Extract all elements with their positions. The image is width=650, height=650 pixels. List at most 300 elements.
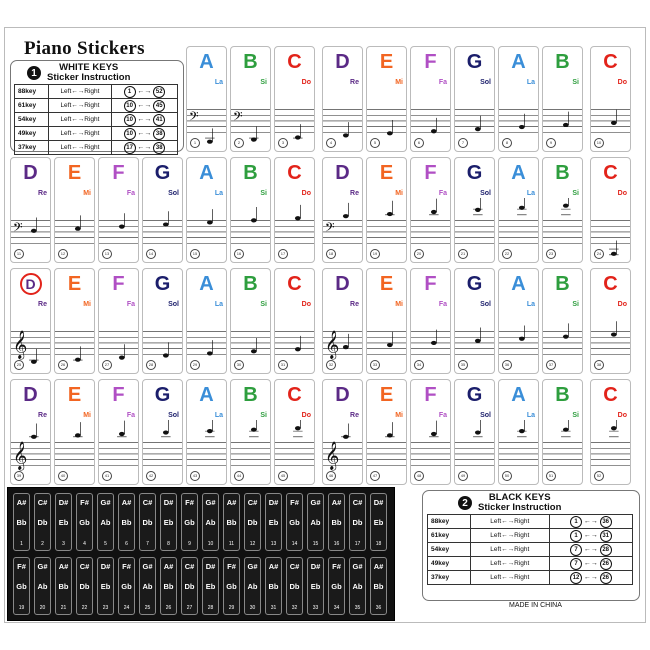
sticker-number: 10 <box>594 138 604 148</box>
direction: Left←→Right <box>49 127 112 141</box>
note-letter: D <box>23 162 38 184</box>
sharp-label: G# <box>37 562 48 571</box>
white-key-sticker-c <box>590 268 631 374</box>
flat-label: Gb <box>289 518 300 527</box>
black-key-sticker <box>223 493 240 551</box>
solfege-label: Fa <box>438 301 447 308</box>
note-head <box>163 353 169 357</box>
white-key-sticker-a <box>186 268 227 374</box>
sharp-label: D# <box>373 498 384 507</box>
note-letter: C <box>603 273 618 295</box>
sticker-number: 2 <box>234 138 244 148</box>
black-key-sticker <box>307 557 324 615</box>
flat-label: Gb <box>121 582 132 591</box>
white-key-sticker-f <box>98 379 139 485</box>
note-head <box>295 347 301 351</box>
flat-label: Ab <box>352 582 363 591</box>
page-title: Piano Stickers <box>24 38 145 59</box>
black-key-sticker <box>244 557 261 615</box>
white-key-sticker-e <box>366 268 407 374</box>
sticker-number: 16 <box>234 249 244 259</box>
sticker-number: 35 <box>458 360 468 370</box>
black-key-sticker <box>34 493 51 551</box>
sticker-number: 14 <box>291 541 298 547</box>
sticker-number: 9 <box>546 138 556 148</box>
white-key-sticker-f <box>98 268 139 374</box>
treble-clef-icon: 𝄞 <box>12 329 28 359</box>
sharp-label: D# <box>163 498 174 507</box>
solfege-label: Si <box>260 412 267 419</box>
sticker-number: 20 <box>414 249 424 259</box>
sticker-number: 41 <box>102 471 112 481</box>
note-head <box>295 426 301 430</box>
solfege-label: La <box>526 190 535 197</box>
black-keys-heading-text: BLACK KEYS Sticker Instruction <box>478 492 562 513</box>
white-key-sticker-d <box>10 157 51 263</box>
sticker-number: 21 <box>60 605 67 611</box>
sticker-number: 35 <box>354 605 361 611</box>
note-letter: A <box>199 162 214 184</box>
note-head <box>31 229 37 233</box>
direction: Left←→Right <box>470 515 549 529</box>
note-letter: G <box>466 51 483 73</box>
range: 1 ←→ 31 <box>549 529 632 543</box>
note-head <box>563 123 569 127</box>
sticker-number: 7 <box>458 138 468 148</box>
instruction-row <box>15 141 178 155</box>
range: 1 ←→ 52 <box>111 85 177 99</box>
note-letter: B <box>555 384 570 406</box>
sticker-number: 23 <box>546 249 556 259</box>
sharp-label: F# <box>227 562 236 571</box>
white-key-sticker-d <box>322 157 363 263</box>
sharp-label: A# <box>226 498 237 507</box>
note-letter: B <box>555 51 570 73</box>
flat-label: Eb <box>163 518 174 527</box>
flat-label: Eb <box>310 582 321 591</box>
white-key-sticker-c <box>590 379 631 485</box>
solfege-label: Mi <box>83 412 91 419</box>
note-letter: F <box>424 51 437 73</box>
note-letter: B <box>243 162 258 184</box>
white-key-sticker-e <box>366 157 407 263</box>
note-head <box>387 131 393 135</box>
range: 17 ←→ 38 <box>111 141 177 155</box>
black-key-sticker <box>13 493 30 551</box>
white-key-sticker-f <box>410 157 451 263</box>
note-head <box>611 426 617 430</box>
range: 7 ←→ 28 <box>549 543 632 557</box>
flat-label: Eb <box>373 518 384 527</box>
white-key-sticker-b <box>230 379 271 485</box>
solfege-label: Mi <box>395 190 403 197</box>
flat-label: Bb <box>121 518 132 527</box>
flat-label: Db <box>184 582 195 591</box>
flat-label: Gb <box>184 518 195 527</box>
white-key-sticker-e <box>54 157 95 263</box>
solfege-label: Do <box>301 79 311 86</box>
direction: Left←→Right <box>470 529 549 543</box>
black-key-sticker <box>286 557 303 615</box>
note-letter: B <box>555 162 570 184</box>
flat-label: Bb <box>373 582 384 591</box>
solfege-label: La <box>214 412 223 419</box>
sharp-label: F# <box>290 498 299 507</box>
note-letter: C <box>287 273 302 295</box>
note-letter: E <box>379 384 394 406</box>
note-head <box>431 129 437 133</box>
note-letter: E <box>67 384 82 406</box>
white-key-sticker-d <box>322 379 363 485</box>
range: 7 ←→ 26 <box>549 557 632 571</box>
sticker-number: 12 <box>249 541 256 547</box>
note-head <box>519 125 525 129</box>
range: 10 ←→ 45 <box>111 99 177 113</box>
white-key-sticker-g <box>142 268 183 374</box>
black-key-sticker <box>349 557 366 615</box>
note-head <box>431 341 437 345</box>
black-keys-heading <box>458 493 561 513</box>
sticker-number: 8 <box>167 541 170 547</box>
direction: Left←→Right <box>470 543 549 557</box>
note-letter: C <box>287 384 302 406</box>
direction: Left←→Right <box>49 99 112 113</box>
range: 12 ←→ 26 <box>549 571 632 585</box>
treble-clef-icon: 𝄞 <box>324 440 340 470</box>
flat-label: Db <box>289 582 300 591</box>
flat-label: Eb <box>205 582 216 591</box>
sticker-number: 44 <box>234 471 244 481</box>
white-key-sticker-c <box>274 379 315 485</box>
note-letter: D <box>20 273 42 295</box>
bass-clef-icon: 𝄢 <box>12 219 23 238</box>
white-key-sticker-b <box>542 268 583 374</box>
flat-label: Bb <box>226 518 237 527</box>
black-key-sticker <box>139 493 156 551</box>
white-key-sticker-g <box>454 46 495 152</box>
note-letter: A <box>511 162 526 184</box>
instruction-row <box>15 113 178 127</box>
flat-label: Db <box>79 582 90 591</box>
note-letter: D <box>335 384 350 406</box>
note-head <box>519 337 525 341</box>
sticker-number: 23 <box>102 605 109 611</box>
note-letter: C <box>603 51 618 73</box>
solfege-label: Fa <box>126 412 135 419</box>
white-key-sticker-a <box>186 46 227 152</box>
flat-label: Ab <box>142 582 153 591</box>
white-key-sticker-c <box>590 157 631 263</box>
note-head <box>119 432 125 436</box>
black-key-sticker <box>244 493 261 551</box>
note-letter: A <box>511 273 526 295</box>
white-key-sticker-g <box>454 157 495 263</box>
sticker-number: 28 <box>207 605 214 611</box>
note-letter: F <box>424 273 437 295</box>
instruction-row <box>15 127 178 141</box>
solfege-label: Re <box>38 412 47 419</box>
sticker-number: 49 <box>458 471 468 481</box>
sticker-number: 14 <box>146 249 156 259</box>
flat-label: Ab <box>100 518 111 527</box>
step-one-badge: 1 <box>27 66 41 80</box>
white-key-sticker-f <box>410 268 451 374</box>
sticker-number: 30 <box>234 360 244 370</box>
note-letter: A <box>199 273 214 295</box>
flat-label: Eb <box>100 582 111 591</box>
flat-label: Db <box>142 518 153 527</box>
white-key-sticker-e <box>366 379 407 485</box>
instruction-row <box>428 515 633 529</box>
sharp-label: D# <box>205 562 216 571</box>
black-key-sticker <box>160 557 177 615</box>
white-key-sticker-e <box>54 268 95 374</box>
instruction-row <box>15 85 178 99</box>
note-letter: G <box>154 162 171 184</box>
note-letter: G <box>466 384 483 406</box>
sticker-number: 16 <box>333 541 340 547</box>
sticker-number: 13 <box>270 541 277 547</box>
note-head <box>295 135 301 139</box>
black-key-stickers <box>7 487 395 621</box>
solfege-label: Sol <box>480 79 491 86</box>
black-key-sticker <box>265 493 282 551</box>
direction: Left←→Right <box>49 113 112 127</box>
solfege-label: Sol <box>480 301 491 308</box>
sticker-number: 26 <box>165 605 172 611</box>
note-head <box>163 430 169 434</box>
solfege-label: Sol <box>480 412 491 419</box>
note-head <box>563 335 569 339</box>
black-key-sticker <box>328 557 345 615</box>
sharp-label: F# <box>17 562 26 571</box>
sharp-label: F# <box>332 562 341 571</box>
black-key-sticker <box>55 557 72 615</box>
note-letter: G <box>466 162 483 184</box>
solfege-label: Si <box>260 301 267 308</box>
note-letter: B <box>243 273 258 295</box>
sticker-number: 8 <box>502 138 512 148</box>
note-letter: A <box>199 384 214 406</box>
solfege-label: Mi <box>83 190 91 197</box>
flat-label: Eb <box>58 518 69 527</box>
white-key-sticker-d <box>10 379 51 485</box>
solfege-label: Fa <box>438 79 447 86</box>
key-count: 54key <box>15 113 49 127</box>
note-letter: D <box>335 162 350 184</box>
sticker-number: 29 <box>190 360 200 370</box>
sticker-number: 42 <box>146 471 156 481</box>
solfege-label: La <box>526 79 535 86</box>
note-head <box>207 140 213 144</box>
bass-clef-icon: 𝄢 <box>232 108 243 127</box>
white-key-sticker-a <box>498 268 539 374</box>
sticker-number: 32 <box>326 360 336 370</box>
flat-label: Bb <box>16 518 27 527</box>
white-key-sticker-d <box>322 268 363 374</box>
sharp-label: F# <box>80 498 89 507</box>
flat-label: Bb <box>331 518 342 527</box>
sticker-number: 29 <box>228 605 235 611</box>
sticker-number: 37 <box>546 360 556 370</box>
black-key-sticker <box>34 557 51 615</box>
sticker-number: 38 <box>594 360 604 370</box>
solfege-label: Sol <box>168 412 179 419</box>
sharp-label: C# <box>247 498 258 507</box>
sticker-number: 7 <box>146 541 149 547</box>
sticker-number: 17 <box>278 249 288 259</box>
solfege-label: Si <box>260 79 267 86</box>
range: 10 ←→ 38 <box>111 127 177 141</box>
treble-clef-icon: 𝄞 <box>12 440 28 470</box>
solfege-label: Mi <box>395 79 403 86</box>
solfege-label: La <box>214 190 223 197</box>
sticker-number: 19 <box>18 605 25 611</box>
instruction-row <box>428 557 633 571</box>
instruction-row <box>15 99 178 113</box>
white-keys-heading <box>27 63 130 83</box>
black-key-sticker <box>202 557 219 615</box>
instruction-row <box>428 543 633 557</box>
sharp-label: A# <box>121 498 132 507</box>
sticker-number: 1 <box>20 541 23 547</box>
sharp-label: A# <box>163 562 174 571</box>
sharp-label: C# <box>142 498 153 507</box>
solfege-label: Re <box>38 190 47 197</box>
sticker-number: 40 <box>58 471 68 481</box>
note-head <box>431 432 437 436</box>
solfege-label: Do <box>301 190 311 197</box>
note-letter: E <box>379 162 394 184</box>
sticker-number: 31 <box>270 605 277 611</box>
sticker-number: 50 <box>502 471 512 481</box>
sharp-label: C# <box>352 498 363 507</box>
flat-label: Bb <box>268 582 279 591</box>
key-count: 61key <box>15 99 49 113</box>
flat-label: Ab <box>205 518 216 527</box>
note-letter: F <box>112 273 125 295</box>
white-key-sticker-a <box>186 379 227 485</box>
solfege-label: Do <box>617 412 627 419</box>
white-key-sticker-b <box>230 157 271 263</box>
black-key-sticker <box>97 493 114 551</box>
sharp-label: A# <box>16 498 27 507</box>
solfege-label: Fa <box>438 190 447 197</box>
sharp-label: A# <box>268 562 279 571</box>
white-key-sticker-b <box>230 268 271 374</box>
white-key-sticker-g <box>142 157 183 263</box>
flat-label: Bb <box>58 582 69 591</box>
sharp-label: C# <box>37 498 48 507</box>
made-in-label: MADE IN CHINA <box>509 602 562 609</box>
solfege-label: Re <box>350 190 359 197</box>
solfege-label: Sol <box>168 190 179 197</box>
white-key-sticker-c <box>590 46 631 152</box>
note-letter: D <box>23 384 38 406</box>
white-key-sticker-a <box>186 157 227 263</box>
black-key-sticker <box>139 557 156 615</box>
range: 1 ←→ 36 <box>549 515 632 529</box>
note-letter: B <box>243 384 258 406</box>
black-key-sticker <box>307 493 324 551</box>
step-two-badge: 2 <box>458 496 472 510</box>
solfege-label: Mi <box>395 301 403 308</box>
sharp-label: D# <box>58 498 69 507</box>
sticker-number: 19 <box>370 249 380 259</box>
sharp-label: C# <box>184 562 195 571</box>
sticker-number: 52 <box>594 471 604 481</box>
white-key-sticker-b <box>230 46 271 152</box>
solfege-label: Si <box>572 301 579 308</box>
white-key-sticker-b <box>542 46 583 152</box>
white-key-sticker-f <box>410 46 451 152</box>
key-count: 49key <box>428 557 471 571</box>
sticker-number: 48 <box>414 471 424 481</box>
note-letter: F <box>112 162 125 184</box>
sticker-number: 5 <box>104 541 107 547</box>
key-count: 37key <box>428 571 471 585</box>
solfege-label: Do <box>617 301 627 308</box>
flat-label: Db <box>37 518 48 527</box>
flat-label: Gb <box>331 582 342 591</box>
sticker-number: 30 <box>249 605 256 611</box>
solfege-label: Mi <box>83 301 91 308</box>
flat-label: Eb <box>268 518 279 527</box>
sharp-label: C# <box>289 562 300 571</box>
sharp-label: G# <box>310 498 321 507</box>
flat-label: Gb <box>226 582 237 591</box>
white-key-sticker-f <box>98 157 139 263</box>
black-key-sticker <box>76 493 93 551</box>
sticker-number: 15 <box>312 541 319 547</box>
black-key-sticker <box>265 557 282 615</box>
note-head <box>119 356 125 360</box>
solfege-label: Fa <box>126 190 135 197</box>
instruction-row <box>428 529 633 543</box>
note-head <box>387 212 393 216</box>
solfege-label: Fa <box>126 301 135 308</box>
note-head <box>163 222 169 226</box>
note-letter: C <box>287 51 302 73</box>
sticker-number: 11 <box>14 249 24 259</box>
sticker-number: 4 <box>326 138 336 148</box>
flat-label: Ab <box>37 582 48 591</box>
solfege-label: Si <box>260 190 267 197</box>
black-key-sticker <box>223 557 240 615</box>
white-key-sticker-c <box>274 268 315 374</box>
solfege-label: Re <box>350 301 359 308</box>
black-key-sticker <box>328 493 345 551</box>
black-key-sticker <box>370 557 387 615</box>
black-key-sticker <box>181 557 198 615</box>
sticker-number: 22 <box>502 249 512 259</box>
sharp-label: A# <box>58 562 69 571</box>
sticker-number: 18 <box>326 249 336 259</box>
note-letter: E <box>67 162 82 184</box>
black-key-sticker <box>370 493 387 551</box>
sticker-number: 36 <box>375 605 382 611</box>
sticker-number: 51 <box>546 471 556 481</box>
note-head <box>387 343 393 347</box>
sticker-number: 22 <box>81 605 88 611</box>
note-head <box>475 208 481 212</box>
solfege-label: Si <box>572 79 579 86</box>
note-head <box>475 430 481 434</box>
flat-label: Ab <box>310 518 321 527</box>
note-letter: G <box>466 273 483 295</box>
note-head <box>611 252 617 256</box>
sticker-number: 3 <box>62 541 65 547</box>
